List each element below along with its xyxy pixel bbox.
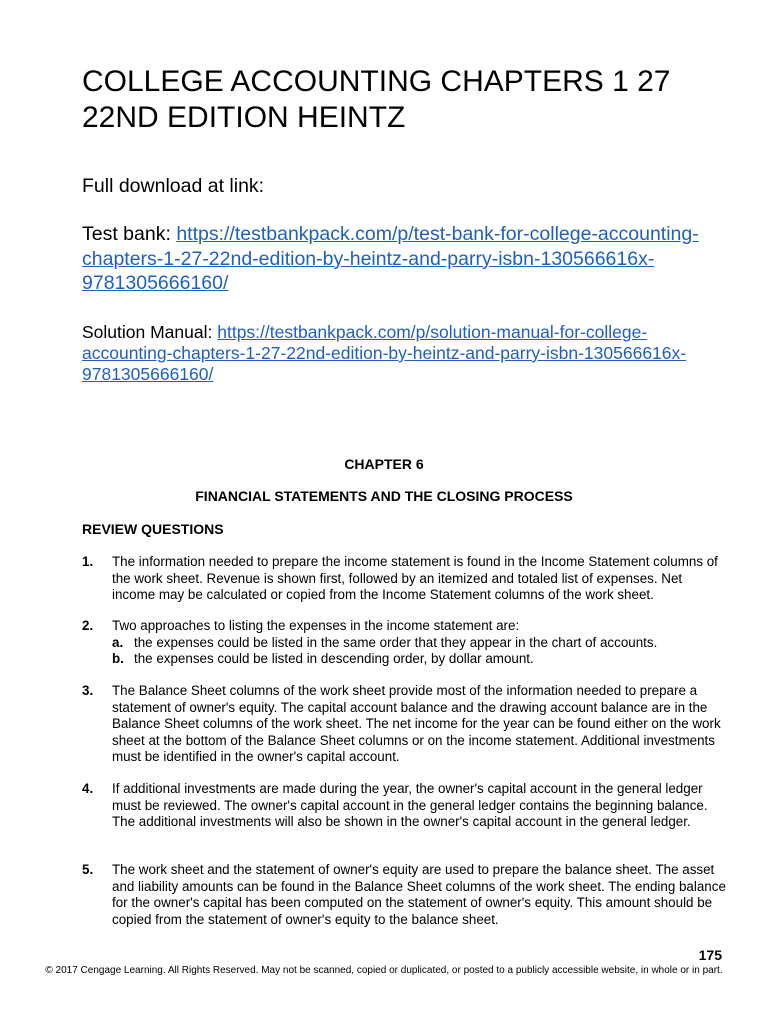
page-number: 175 [698, 947, 722, 963]
question-number: 4. [82, 781, 94, 796]
section-heading: REVIEW QUESTIONS [82, 521, 224, 537]
question-item [82, 781, 727, 831]
chapter-title: FINANCIAL STATEMENTS AND THE CLOSING PROCESS [195, 488, 573, 504]
test-bank-line [82, 222, 732, 296]
chapter-number: CHAPTER 6 [344, 456, 424, 472]
solution-manual-line [82, 322, 732, 385]
solution-manual-link[interactable]: https://testbankpack.com/p/solution-manual-for-college-accounting-chapters-1-27-22nd-edition-by-heintz-and-parry-isbn-130566616x-9781305666160/ [82, 322, 687, 384]
question-number: 5. [82, 862, 94, 877]
download-heading: Full download at link: [82, 175, 265, 197]
sub-item-letter: b. [112, 651, 124, 666]
sub-item-letter: a. [112, 634, 124, 650]
question-item [82, 862, 727, 928]
sub-item-text: the expenses could be listed in descending order, by dollar amount. [134, 651, 534, 666]
test-bank-label: Test bank: [82, 223, 177, 245]
question-text: Two approaches to listing the expenses in the income statement are: [112, 618, 520, 633]
question-number: 2. [82, 618, 94, 633]
question-number: 1. [82, 554, 94, 569]
question-text: The Balance Sheet columns of the work sheet provide most of the information needed to prepare a statement of owner's equity. The capital account balance and the drawing account balance are in the Balance Sheet columns of the work sheet. The net income for the year can be found either on the work sheet at the bottom of the Balance Sheet columns or on the income statement. Additional investments must be identified in the owner's capital account. [112, 683, 721, 764]
sub-item [112, 651, 727, 668]
test-bank-link[interactable]: https://testbankpack.com/p/test-bank-for-college-accounting-chapters-1-27-22nd-edition-by-heintz-and-parry-isbn-130566616x-9781305666160/ [82, 223, 699, 294]
question-item [82, 683, 727, 766]
question-number: 3. [82, 683, 94, 698]
copyright-notice: © 2017 Cengage Learning. All Rights Reserved. May not be scanned, copied or duplicated, or posted to a publicly accessible website, in whole or in part. [45, 965, 723, 976]
sub-item-text: the expenses could be listed in the same order that they appear in the chart of accounts. [134, 634, 658, 650]
document-title: COLLEGE ACCOUNTING CHAPTERS 1 27 22ND EDITION HEINTZ [82, 65, 671, 134]
question-item [82, 554, 727, 604]
question-text: If additional investments are made during the year, the owner's capital account in the general ledger must be reviewed. The owner's capital account in the general ledger contains the beginning balance. The additional investments will also be shown in the owner's capital account in the general ledger. [112, 781, 708, 829]
question-text: The information needed to prepare the income statement is found in the Income Statement columns of the work sheet. Revenue is shown first, followed by an itemized and totaled list of expenses. Net income may be calculated or copied from the Income Statement columns of the work sheet. [112, 554, 718, 602]
question-text: The work sheet and the statement of owner's equity are used to prepare the balance sheet. The asset and liability amounts can be found in the Balance Sheet columns of the work sheet. The ending balance for the owner's capital has been computed on the statement of owner's equity. This amount should be copied from the statement of owner's equity to the balance sheet. [112, 862, 726, 927]
solution-manual-label: Solution Manual: [82, 322, 218, 342]
sub-item [112, 635, 727, 652]
question-item [82, 618, 727, 668]
